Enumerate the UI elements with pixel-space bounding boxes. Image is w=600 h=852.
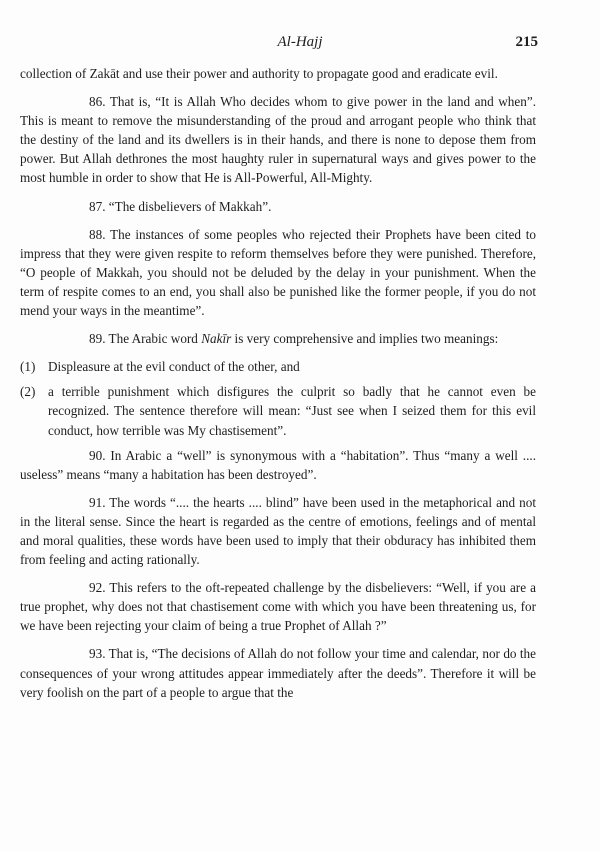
note-89-term: Nakīr [201, 331, 232, 347]
note-88: 88. The instances of some peoples who rejected their Prophets have been cited to impress that they were given respite to reform themselves before they were punished. Therefore, “O people of Makkah, you should not be deluded by the delay in your punishment. When the term of respite comes to an end, you shall also be punished like the former people, if you do not mend your ways in the meantime”. [20, 226, 536, 319]
list-item [20, 382, 536, 439]
note-90: 90. In Arabic a “well” is synonymous with a “habitation”. Thus “many a well .... useless” means “many a habitation has been destroyed”. [20, 447, 536, 482]
list-item-text: Displeasure at the evil conduct of the other, and [48, 359, 300, 375]
page-number: 215 [515, 34, 538, 50]
note-89-prefix: 89. The Arabic word [89, 331, 202, 347]
list-item-text: a terrible punishment which disfigures the culprit so badly that he cannot even be recognized. The sentence therefore will mean: “Just see when I seized them for this evil conduct, how terrible was My chastisement”. [48, 384, 536, 438]
note-91: 91. The words “.... the hearts .... blind” have been used in the metaphorical and not in the literal sense. Since the heart is regarded as the centre of emotions, feelings and of mental and moral qualities, these words have been used to imply that their obduracy has inhibited them from feeling and acting rationally. [20, 494, 536, 568]
note-86: 86. That is, “It is Allah Who decides whom to give power in the land and when”. This is meant to remove the misunderstanding of the proud and arrogant people who think that the destiny of the land and its dwellers is in their hands, and there is none to depose them from power. But Allah dethrones the most haughty ruler in supernatural ways and gives power to the most humble in order to show that He is All-Powerful, All-Mighty. [20, 94, 536, 186]
note-93: 93. That is, “The decisions of Allah do not follow your time and calendar, nor do the consequences of your wrong attitudes appear immediately after the deeds”. Therefore it will be very foolish on the part of a people to argue that the [20, 646, 536, 700]
note-89 [20, 329, 536, 348]
paragraph-continuation: collection of Zakāt and use their power and authority to propagate good and eradicate evil. [20, 66, 498, 81]
list-item-number: (1) [20, 359, 36, 375]
note-92: 92. This refers to the oft-repeated challenge by the disbelievers: “Well, if you are a true prophet, why does not that chastisement come with which you have been threatening us, for we have been rejecting your claim of being a true Prophet of Allah ?” [20, 580, 536, 634]
list-item-number: (2) [20, 384, 36, 400]
note-89-suffix: is very comprehensive and implies two meanings: [231, 331, 499, 347]
running-title: Al-Hajj [277, 34, 323, 50]
note-87: 87. “The disbelievers of Makkah”. [89, 198, 272, 214]
page-header [0, 34, 600, 54]
list-item [20, 357, 536, 376]
page-body [20, 64, 536, 711]
